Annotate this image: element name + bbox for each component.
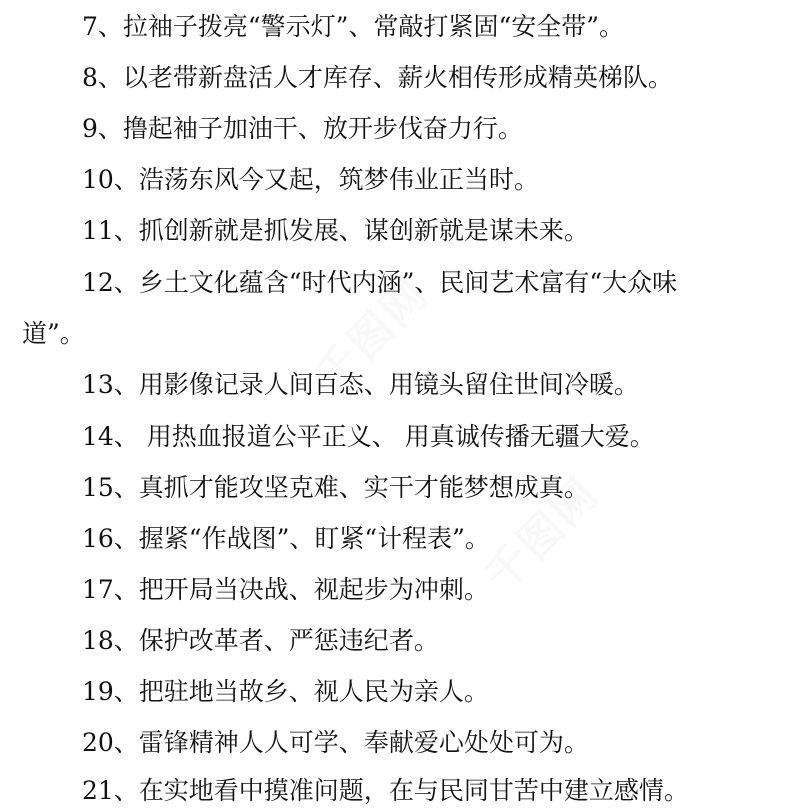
list-item: 16、握紧“作战图”、盯紧“计程表”。 [82, 524, 490, 553]
list-item-continuation: 道”。 [22, 319, 85, 348]
watermark: 千图网 [475, 468, 610, 603]
list-item: 7、拉袖子拨亮“警示灯”、常敲打紧固“安全带”。 [82, 12, 625, 41]
list-item: 15、真抓才能攻坚克难、实干才能梦想成真。 [82, 473, 589, 502]
list-item: 12、乡土文化蕴含“时代内涵”、民间艺术富有“大众味 [82, 268, 678, 297]
list-item: 14、 用热血报道公平正义、 用真诚传播无疆大爱。 [82, 422, 655, 451]
list-item: 17、把开局当决战、视起步为冲刺。 [82, 575, 489, 604]
list-item: 13、用影像记录人间百态、用镜头留住世间冷暖。 [82, 370, 639, 399]
list-item: 8、以老带新盘活人才库存、薪火相传形成精英梯队。 [82, 63, 673, 92]
list-item: 11、抓创新就是抓发展、谋创新就是谋未来。 [82, 216, 589, 245]
list-item: 18、保护改革者、严惩违纪者。 [82, 626, 439, 655]
list-item: 10、浩荡东风今又起，筑梦伟业正当时。 [82, 165, 539, 194]
list-item: 9、撸起袖子加油干、放开步伐奋力行。 [82, 114, 523, 143]
watermark: 千图网 [305, 268, 440, 403]
list-item: 19、把驻地当故乡、视人民为亲人。 [82, 677, 489, 706]
list-item: 20、雷锋精神人人可学、奉献爱心处处可为。 [82, 728, 589, 757]
list-item: 21、在实地看中摸准问题，在与民同甘苦中建立感情。 [82, 776, 689, 805]
